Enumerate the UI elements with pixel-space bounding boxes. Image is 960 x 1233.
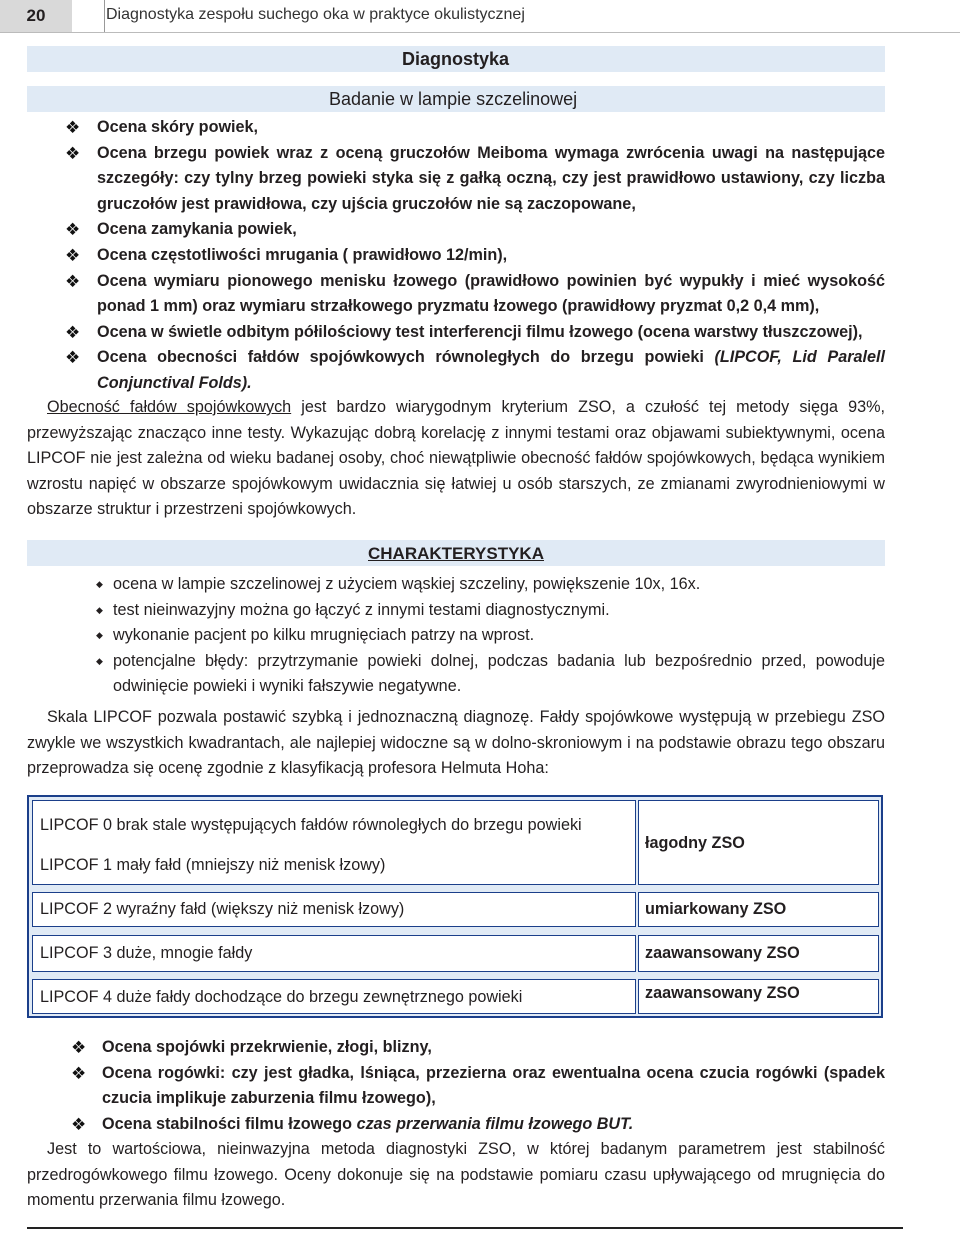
- list-item: ❖ Ocena skóry powiek,: [27, 115, 885, 141]
- section-band: [27, 46, 885, 72]
- list-item: ◆ test nieinwazyjny można go łączyć z innymi testami diagnostycznymi.: [27, 598, 885, 624]
- diamond-bullet-icon: ❖: [65, 271, 81, 291]
- diamond-small-bullet-icon: ◆: [96, 630, 103, 641]
- diamond-small-bullet-icon: ◆: [96, 579, 103, 589]
- diamond-bullet-icon: ❖: [65, 348, 81, 368]
- but-paragraph: Jest to wartościowa, nieinwazyjna metoda diagnostyki ZSO, w której badanym parametrem jest stabilność przedrogówkowego filmu łzowego. Oceny dokonuje się na podstawie pomiaru czasu upływającego od mrugnięcia do momentu przerwania filmu łzowego.: [27, 1140, 885, 1210]
- list-item: ❖ Ocena częstotliwości mrugania ( prawidłowo 12/min),: [27, 243, 885, 269]
- list-item: ❖ Ocena zamykania powiek,: [27, 217, 885, 243]
- diamond-bullet-icon: ❖: [65, 245, 81, 265]
- section-title: Diagnostyka: [402, 49, 510, 69]
- list-item: ❖ Ocena spojówki przekrwienie, złogi, blizny,: [27, 1035, 885, 1061]
- table-cell: zaawansowany ZSO: [638, 935, 879, 972]
- table-cell: umiarkowany ZSO: [638, 892, 879, 927]
- diamond-small-bullet-icon: ◆: [96, 604, 103, 615]
- diamond-small-bullet-icon: ◆: [96, 655, 103, 666]
- examination-list: [27, 115, 885, 397]
- list-item: ❖ Ocena brzegu powiek wraz z oceną gruczołów Meiboma wymaga zwrócenia uwagi na następujące szczegóły: czy tylny brzeg powieki styka się z gałką oczną, czy jest prawidłowo ustawiony, czy liczba gruczołów jest prawidłowa, czy ujścia gruczołów nie są zaczopowane,: [27, 141, 885, 218]
- diamond-bullet-icon: ❖: [71, 1038, 87, 1057]
- table-cell: LIPCOF 4 duże fałdy dochodzące do brzegu zewnętrznego powieki: [32, 979, 636, 1014]
- table-cell: LIPCOF 2 wyraźny fałd (większy niż menisk łzowy): [32, 892, 636, 927]
- list-item: ❖ Ocena w świetle odbitym półilościowy test interferencji filmu łzowego (ocena warstwy tłuszczowej),: [27, 320, 885, 346]
- diamond-bullet-icon: ❖: [65, 322, 81, 342]
- diamond-bullet-icon: ❖: [65, 143, 81, 163]
- table-cell: łagodny ZSO: [638, 800, 879, 885]
- list-item: ◆ ocena w lampie szczelinowej z użyciem wąskiej szczeliny, powiększenie 10x, 16x.: [27, 572, 885, 598]
- list-item: ◆ wykonanie pacjent po kilku mrugnięciach patrzy na wprost.: [27, 623, 885, 649]
- subsection-band: [27, 86, 885, 112]
- list-item: ◆ potencjalne błędy: przytrzymanie powieki dolnej, podczas badania lub bezpośrednio przed, powoduje odwinięcie powieki i wyniki fałszywie negatywne.: [27, 649, 885, 700]
- table-cell: LIPCOF 0 brak stale występujących fałdów równoległych do brzegu powieki LIPCOF 1 mały fałd (mniejszy niż menisk łzowy): [32, 800, 636, 885]
- diamond-bullet-icon: ❖: [65, 220, 81, 240]
- running-title: Diagnostyka zespołu suchego oka w praktyce okulistycznej: [106, 6, 525, 23]
- characteristics-title: CHARAKTERYSTYKA: [27, 540, 885, 566]
- page-number: 20: [0, 0, 72, 32]
- list-item: ❖ Ocena wymiaru pionowego menisku łzowego (prawidłowo powinien być wypukły i mieć wysokość ponad 1 mm) oraz wymiaru strzałkowego pryzmatu łzowego (prawidłowy pryzmat 0,2 0,4 mm),: [27, 269, 885, 320]
- list-item: ❖ Ocena rogówki: czy jest gładka, lśniąca, przezierna oraz ewentualna ocena czucia rogówki (spadek czucia implikuje zaburzenia filmu łzowego),: [27, 1061, 885, 1112]
- diamond-bullet-icon: ❖: [71, 1114, 87, 1134]
- diamond-bullet-icon: ❖: [65, 118, 81, 137]
- additional-examination-list: [27, 1035, 885, 1137]
- diamond-bullet-icon: ❖: [71, 1063, 87, 1083]
- header-rule: [0, 32, 960, 33]
- table-cell: LIPCOF 3 duże, mnogie fałdy: [32, 935, 636, 972]
- list-item: ❖ Ocena obecności fałdów spojówkowych równoległych do brzegu powieki (LIPCOF, Lid Paralell Conjunctival Folds).: [27, 345, 885, 396]
- header-divider: [104, 0, 105, 32]
- list-item: ❖ Ocena stabilności filmu łzowego czas przerwania filmu łzowego BUT.: [27, 1112, 885, 1138]
- lipcof-paragraph: Obecność fałdów spojówkowych jest bardzo wiarygodnym kryterium ZSO, a czułość tej metody sięga 93%, przewyższając znacząco inne testy. Wykazując dobrą korelację z innymi testami oraz objawami subiektywnymi, ocena LIPCOF nie jest zależna od wieku badanej osoby, choć niewątpliwie obecność fałdów spojówkowych, będąca wynikiem wzrostu napięć w obszarze spojówkowym uwidacznia się łatwiej u osób starszych, ze zmianami zwyrodnieniowymi w obszarze struktur i przestrzeni spojówkowych.: [27, 398, 885, 519]
- table-cell: zaawansowany ZSO: [638, 979, 879, 1014]
- characteristics-list: [27, 572, 885, 700]
- lipcof-scale-paragraph: Skala LIPCOF pozwala postawić szybką i jednoznaczną diagnozę. Fałdy spojówkowe występują w przebiegu ZSO zwykle we wszystkich kwadrantach, ale najlepiej widoczne są w dolno-skroniowym i na podstawie obrazu tego obszaru przeprowadza się ocenę zgodnie z klasyfikacją profesora Helmuta Hoha:: [27, 708, 885, 778]
- subsection-title: Badanie w lampie szczelinowej: [329, 89, 578, 109]
- footer-rule: [27, 1227, 903, 1229]
- lipcof-table: [27, 795, 883, 1018]
